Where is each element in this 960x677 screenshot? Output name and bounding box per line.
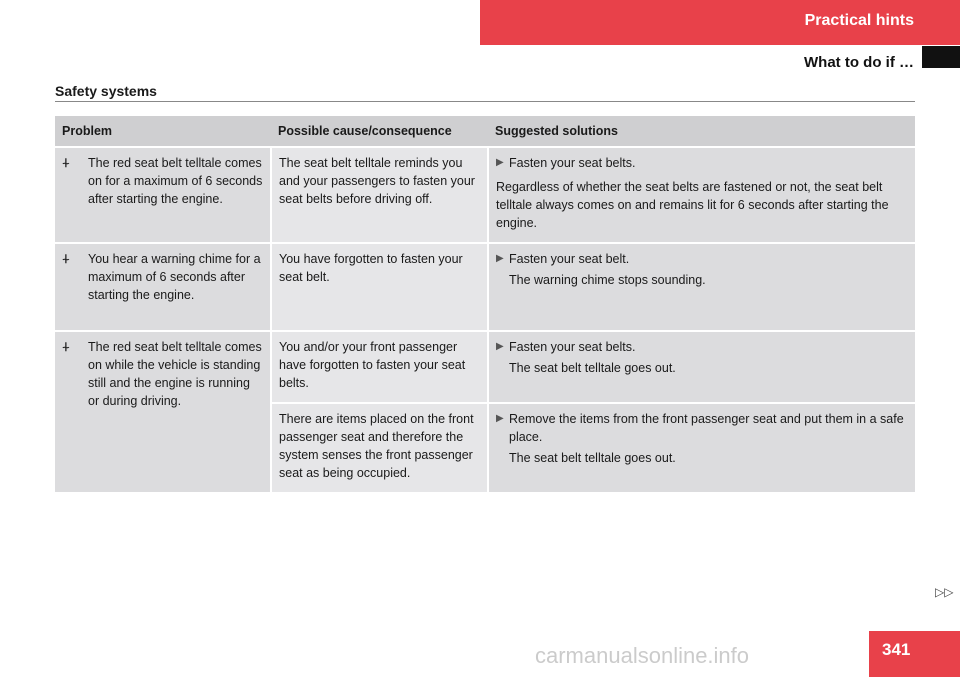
solution-note: Regardless of whether the seat belts are fastened or not, the seat belt telltale always comes on and remains lit for 6 seconds after starting the engine. <box>496 180 889 230</box>
problem-cell <box>55 331 271 493</box>
solution-cell <box>488 403 915 493</box>
cause-cell: There are items placed on the front passenger seat and therefore the system senses the front passenger seat as being occupied. <box>271 403 488 493</box>
solution-result: The seat belt telltale goes out. <box>509 451 676 465</box>
cause-cell: You have forgotten to fasten your seat belt. <box>271 243 488 331</box>
step-arrow-icon: ▶ <box>496 157 504 168</box>
solution-result: The warning chime stops sounding. <box>509 273 706 287</box>
problem-text: You hear a warning chime for a maximum of 6 seconds after starting the engine. <box>88 252 261 302</box>
solution-step: Fasten your seat belts. <box>509 340 636 354</box>
table-row <box>55 331 915 403</box>
thumb-index-marker <box>922 46 960 68</box>
problem-cell <box>55 147 271 243</box>
table-header-row <box>55 116 915 147</box>
seat-belt-telltale-icon: ⍭ <box>62 339 70 354</box>
page-number-tab <box>869 631 960 677</box>
problem-cell <box>55 243 271 331</box>
problem-text: The red seat belt telltale comes on while the vehicle is standing still and the engine is running or during driving. <box>88 340 262 408</box>
title-divider <box>55 101 915 102</box>
table-row <box>55 147 915 243</box>
solution-step: Fasten your seat belts. <box>509 156 636 170</box>
solution-result: The seat belt telltale goes out. <box>509 361 676 375</box>
cause-cell: You and/or your front passenger have forgotten to fasten your seat belts. <box>271 331 488 403</box>
column-header-problem: Problem <box>55 116 271 147</box>
step-arrow-icon: ▶ <box>496 253 504 264</box>
solution-cell <box>488 331 915 403</box>
section-tab-title: Practical hints <box>804 12 914 29</box>
troubleshooting-table <box>55 116 915 494</box>
watermark: carmanualsonline.info <box>535 643 750 668</box>
column-header-solution: Suggested solutions <box>488 116 915 147</box>
cause-cell: The seat belt telltale reminds you and your passengers to fasten your seat belts before driving off. <box>271 147 488 243</box>
continued-arrow-icon: ▷▷ <box>935 585 954 599</box>
table-row <box>55 243 915 331</box>
seat-belt-telltale-icon: ⍭ <box>62 155 70 170</box>
problem-text: The red seat belt telltale comes on for a maximum of 6 seconds after starting the engine. <box>88 156 263 206</box>
solution-cell <box>488 147 915 243</box>
solution-step: Remove the items from the front passenger seat and put them in a safe place. <box>509 412 904 444</box>
seat-belt-telltale-icon: ⍭ <box>62 251 70 266</box>
page-title: Safety systems <box>55 83 157 99</box>
step-arrow-icon: ▶ <box>496 413 504 424</box>
section-tab <box>480 0 960 45</box>
page-number: 341 <box>882 640 911 659</box>
column-header-cause: Possible cause/consequence <box>271 116 488 147</box>
solution-step: Fasten your seat belt. <box>509 252 630 266</box>
step-arrow-icon: ▶ <box>496 341 504 352</box>
solution-cell <box>488 243 915 331</box>
subsection-title: What to do if … <box>804 54 914 71</box>
